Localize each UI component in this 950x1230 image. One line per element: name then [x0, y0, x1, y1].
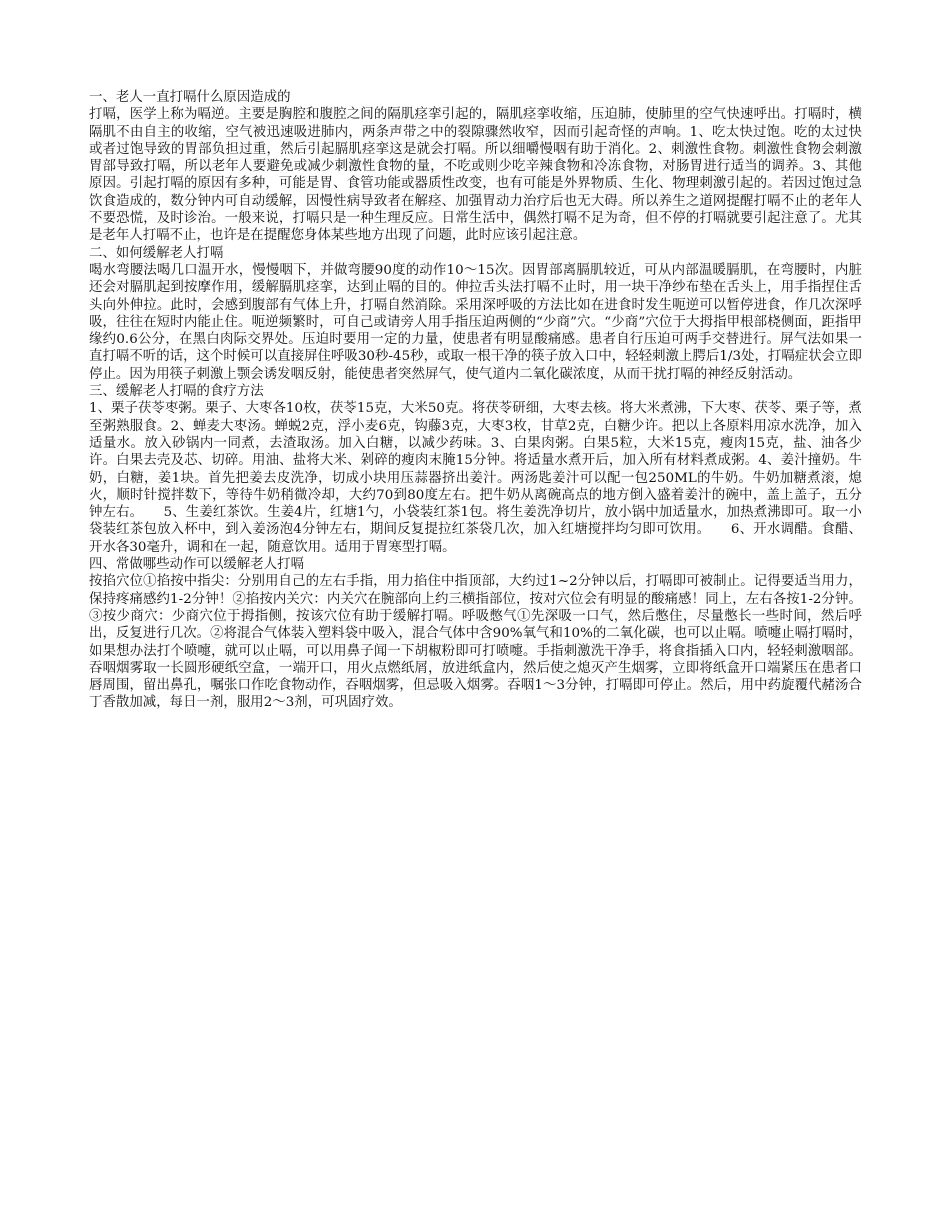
section-heading: 一、老人一直打嗝什么原因造成的 — [89, 90, 291, 105]
section-paragraph: 喝水弯腰法喝几口温开水，慢慢咽下，并做弯腰90度的动作10～15次。因胃部离膈肌较近，可从内部温暖膈肌，在弯腰时，内脏还会对膈肌起到按摩作用，缓解膈肌痉挛，达到止嗝的目的。伸拉舌头法打嗝不止时，用一块干净纱布垫在舌头上，用手指捏住舌头向外伸拉。此时，会感到腹部有气体上升，打嗝自然消除。采用深呼吸的方法比如在进食时发生呃逆可以暂停进食，作几次深呼吸，往往在短时内能止住。呃逆频繁时，可自己或请旁人用手指压迫两侧的“少商”穴。“少商”穴位于大拇指甲根部桡侧面，距指甲缘约0.6公分，在黑白肉际交界处。压迫时要用一定的力量，使患者有明显酸痛感。患者自行压迫可两手交替进行。屏气法如果一直打嗝不听的话，这个时候可以直接屏住呼吸30秒-45秒，或取一根干净的筷子放入口中，轻轻刺激上腭后1/3处，打嗝症状会立即停止。因为用筷子刺激上颚会诱发咽反射，能使患者突然屏气，使气道内二氧化碳浓度，从而干扰打嗝的神经反射活动。 — [89, 262, 862, 382]
section-causes — [89, 89, 862, 245]
section-paragraph: 打嗝，医学上称为嗝逆。主要是胸腔和腹腔之间的隔肌痉挛引起的，隔肌痉挛收缩，压迫肺，使肺里的空气快速呼出。打嗝时，横隔肌不由自主的收缩，空气被迅速吸进肺内，两条声带之中的裂隙骤然收窄，因而引起奇怪的声响。1、吃太快过饱。吃的太过快或者过饱导致的胃部负担过重，然后引起膈肌痉挛这是就会打嗝。所以细嚼慢咽有助于消化。2、刺激性食物。刺激性食物会刺激胃部导致打嗝，所以老年人要避免或减少刺激性食物的量，不吃或则少吃辛辣食物和冷冻食物，对肠胃进行适当的调养。3、其他原因。引起打嗝的原因有多种，可能是胃、食管功能或器质性改变，也有可能是外界物质、生化、物理刺激引起的。若因过饱过急饮食造成的，数分钟内可自动缓解，因慢性病导致者在解痉、加强胃动力治疗后也无大碍。所以养生之道网提醒打嗝不止的老年人不要恐慌，及时诊治。一般来说，打嗝只是一种生理反应。日常生活中，偶然打嗝不足为奇，但不停的打嗝就要引起注意了。尤其是老年人打嗝不止，也许是在提醒您身体某些地方出现了问题，此时应该引起注意。 — [89, 107, 862, 244]
document-page — [89, 89, 862, 712]
section-paragraph: 按掐穴位①掐按中指尖：分别用自己的左右手指，用力掐住中指顶部，大约过1~2分钟以后，打嗝即可被制止。记得要适当用力，保持疼痛感约1-2分钟！②掐按内关穴：内关穴在腕部向上约三横指部位，按对穴位会有明显的酸痛感！同上，左右各按1-2分钟。③按少商穴：少商穴位于拇指侧，按该穴位有助于缓解打嗝。呼吸憋气①先深吸一口气，然后憋住，尽量憋长一些时间，然后呼出，反复进行几次。②将混合气体装入塑料袋中吸入，混合气体中含90%氧气和10%的二氧化碳，也可以止嗝。喷嚏止嗝打嗝时，如果想办法打个喷嚏，就可以止嗝，可以用鼻子闻一下胡椒粉即可打喷嚏。手指刺激洗干净手，将食指插入口内，轻轻刺激咽部。吞咽烟雾取一长圆形硬纸空盒，一端开口，用火点燃纸屑，放进纸盒内，然后使之熄灭产生烟雾，立即将纸盒开口端紧压在患者口唇周围，留出鼻孔，嘱张口作吃食物动作，吞咽烟雾，但忌吸入烟雾。吞咽1～3分钟，打嗝即可停止。然后，用中药旋覆代赭汤合丁香散加减，每日一剂，服用2～3剂，可巩固疗效。 — [89, 574, 862, 711]
section-heading: 二、如何缓解老人打嗝 — [89, 245, 224, 261]
section-exercises — [89, 556, 862, 712]
section-diet-therapy — [89, 383, 862, 556]
section-paragraph: 1、栗子茯苓枣粥。栗子、大枣各10枚，茯苓15克，大米50克。将茯苓研细，大枣去核。将大米煮沸，下大枣、茯苓、栗子等，煮至粥熟服食。2、蝉麦大枣汤。蝉蜕2克，浮小麦6克，钩藤3克，大枣3枚，甘草2克，白糖少许。把以上各原料用凉水洗净，加入适量水。放入砂锅内一同煮，去渣取汤。加入白糖，以减少药味。3、白果肉粥。白果5粒，大米15克，瘦肉15克，盐、油各少许。白果去壳及芯、切碎。用油、盐将大米、剁碎的瘦肉末腌15分钟。将适量水煮开后，加入所有材料煮成粥。4、姜汁撞奶。牛奶，白糖，姜1块。首先把姜去皮洗净，切成小块用压蒜器挤出姜汁。两汤匙姜汁可以配一包250ML的牛奶。牛奶加糖煮滚，熄火，顺时针搅拌数下，等待牛奶稍微冷却，大约70到80度左右。把牛奶从离碗高点的地方倒入盛着姜汁的碗中，盖上盖子，五分钟左右。 5、生姜红茶饮。生姜4片，红塘1勺，小袋装红茶1包。将生姜洗净切片，放小锅中加适量水，加热煮沸即可。取一小袋装红茶包放入杯中，到入姜汤泡4分钟左右，期间反复提拉红茶袋几次，加入红塘搅拌均匀即可饮用。 6、开水调醋。食醋、开水各30毫升，调和在一起，随意饮用。适用于胃寒型打嗝。 — [89, 401, 862, 555]
section-heading: 三、缓解老人打嗝的食疗方法 — [89, 384, 264, 400]
section-heading: 四、常做哪些动作可以缓解老人打嗝 — [89, 557, 305, 573]
section-relief-methods — [89, 245, 862, 383]
